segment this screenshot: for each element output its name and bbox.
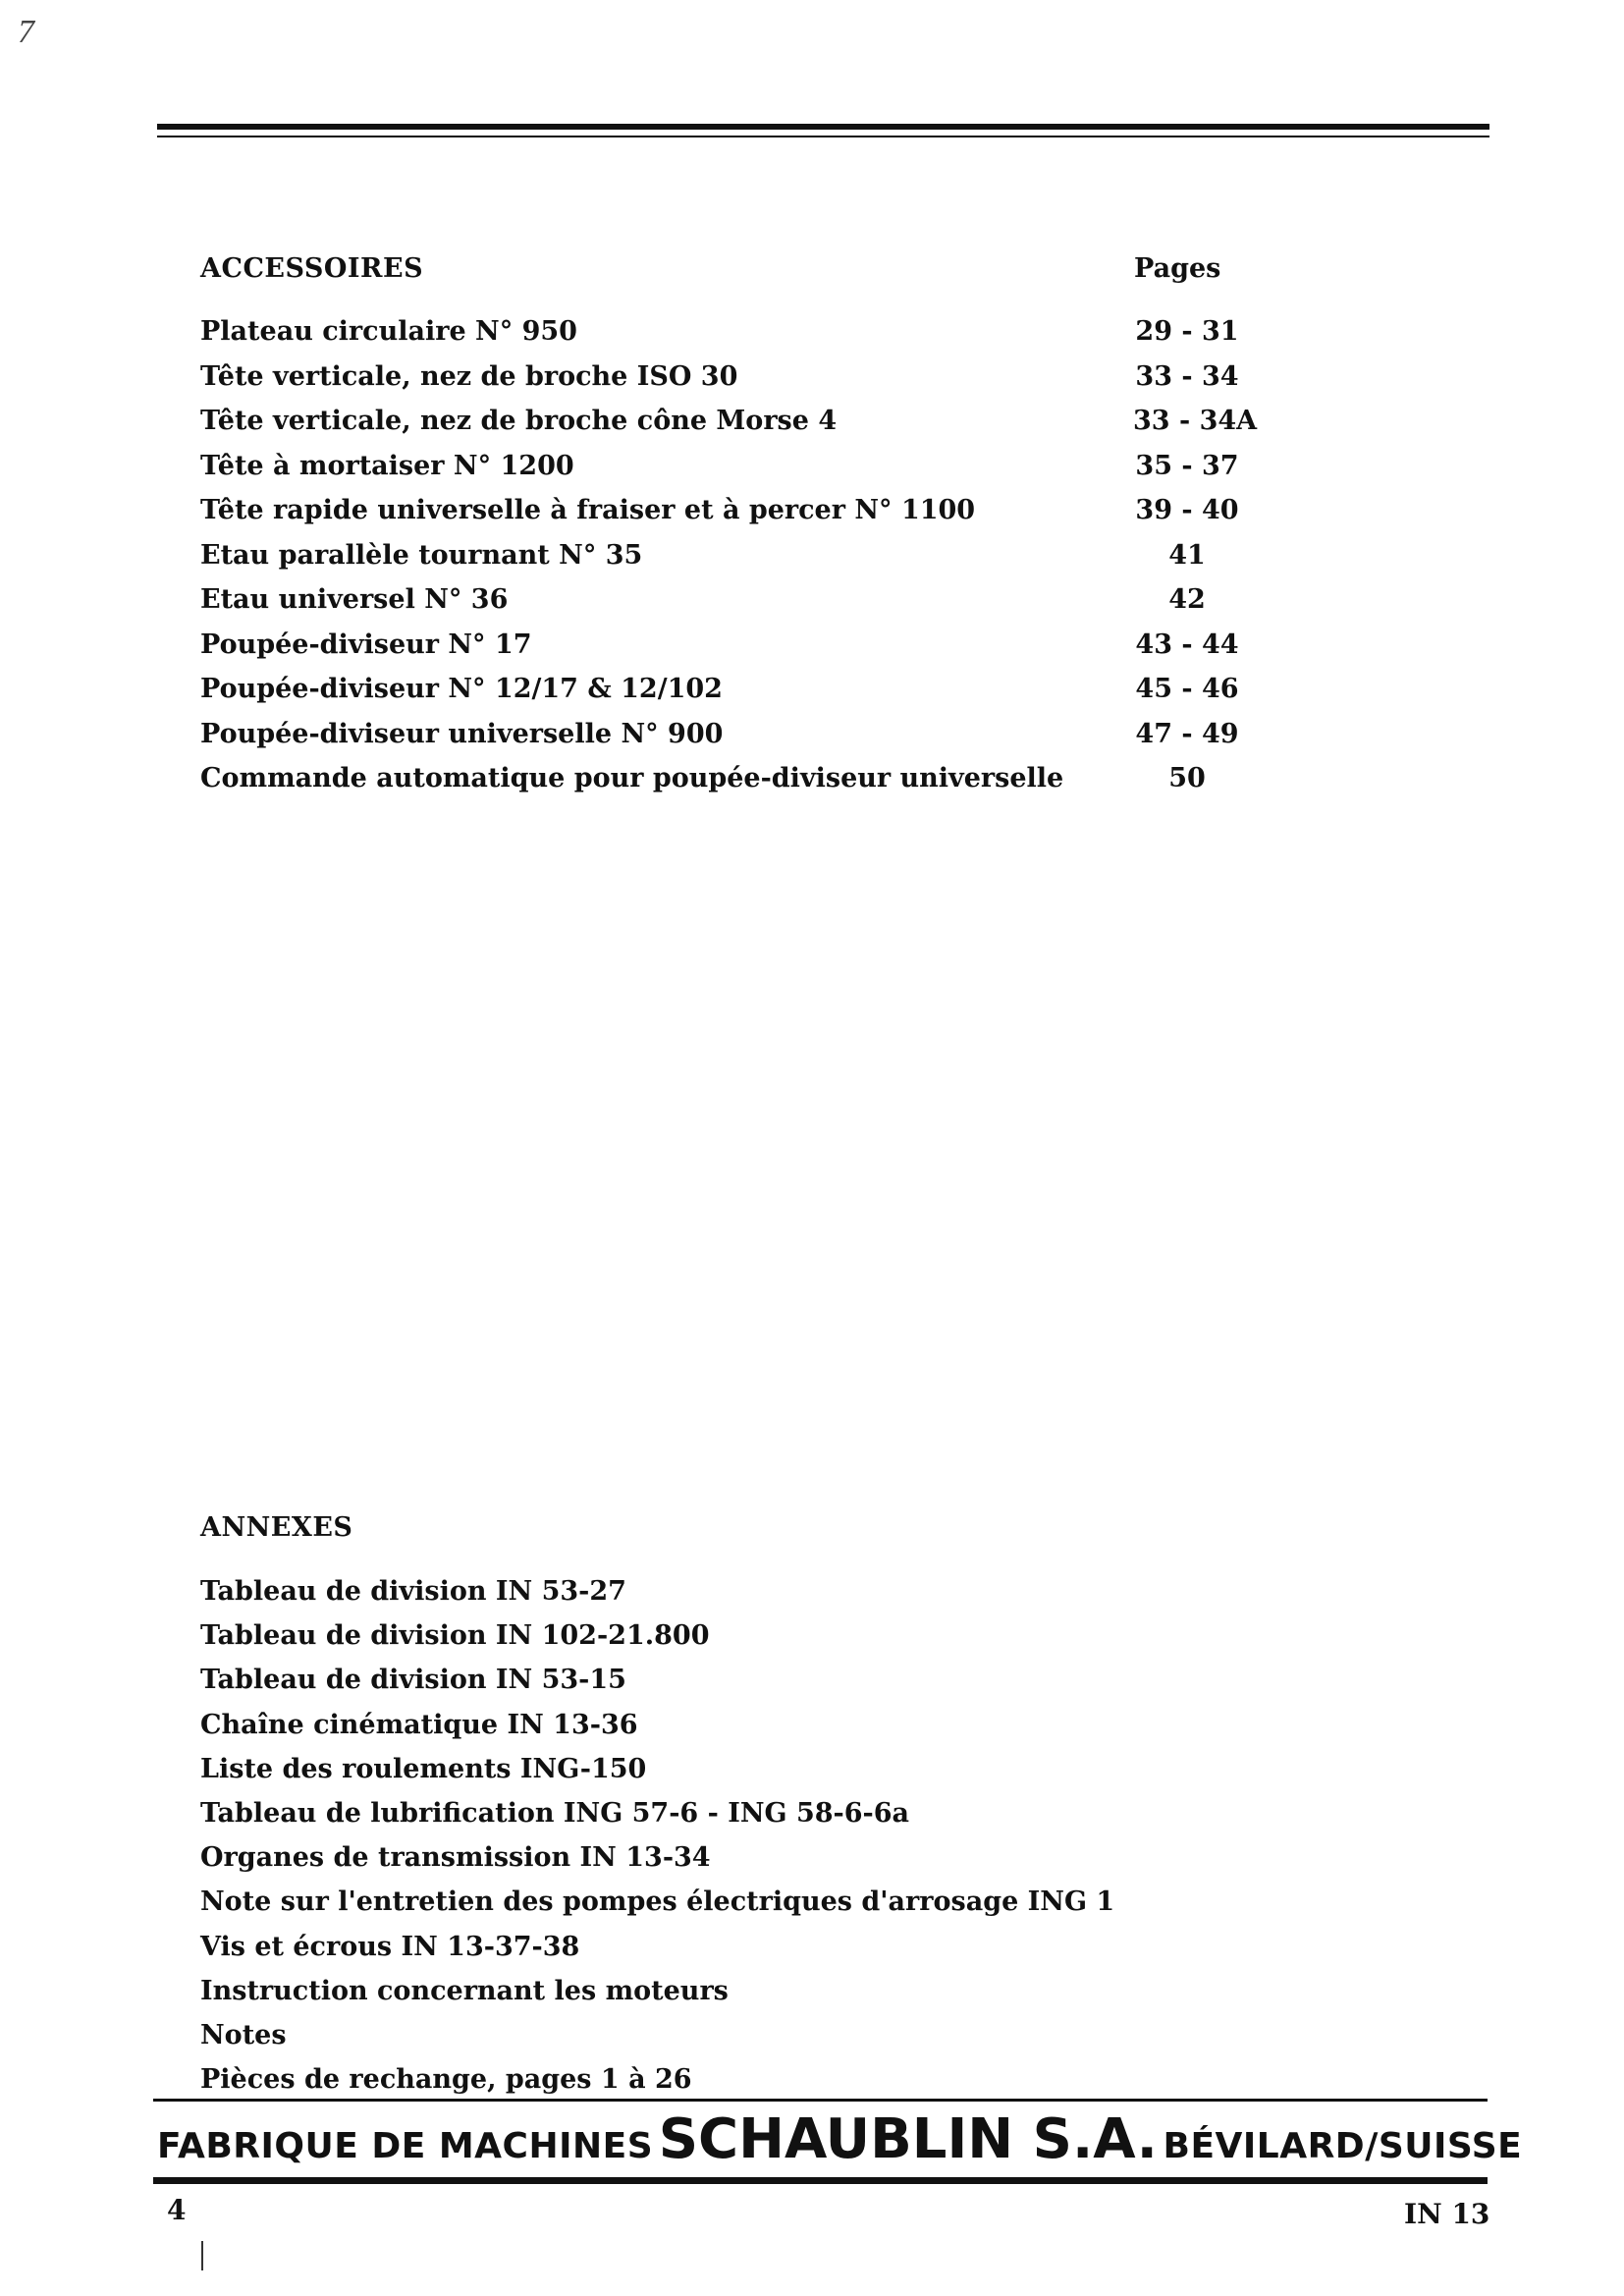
- list-item: Instruction concernant les moteurs: [200, 1975, 729, 2006]
- item-pages: 29 - 31: [1135, 316, 1239, 347]
- annexes-list: [200, 1569, 1114, 2102]
- item-pages: 50: [1168, 763, 1206, 793]
- item-label: Tête verticale, nez de broche cône Morse 4: [200, 406, 838, 436]
- item-pages: 33 - 34A: [1133, 406, 1258, 436]
- annexes-heading: ANNEXES: [200, 1512, 353, 1543]
- pages-heading: Pages: [1134, 253, 1221, 284]
- list-item: [200, 623, 1239, 668]
- item-pages: 42: [1168, 584, 1206, 615]
- company-location: BÉVILARD/SUISSE: [1163, 2126, 1523, 2166]
- accessories-list: [200, 309, 1258, 801]
- footer-rule-top: [153, 2099, 1488, 2102]
- list-item: Vis et écrous IN 13-37-38: [200, 1931, 580, 1962]
- item-pages: 35 - 37: [1135, 450, 1239, 481]
- document-code: IN 13: [1404, 2198, 1490, 2230]
- list-item: [200, 577, 1206, 623]
- company-name: SCHAUBLIN S.A.: [658, 2107, 1158, 2171]
- list-item: [200, 355, 1239, 400]
- list-item: Tableau de division IN 53-27: [200, 1576, 626, 1607]
- list-item: Liste des roulements ING-150: [200, 1753, 647, 1784]
- list-item: Note sur l'entretien des pompes électriques d'arrosage ING 1: [200, 1886, 1115, 1918]
- item-pages: 33 - 34: [1135, 360, 1239, 392]
- list-item: [200, 399, 1258, 444]
- list-item: [200, 667, 1239, 712]
- footer-rule-bottom: [153, 2177, 1488, 2184]
- margin-tick: [201, 2241, 203, 2270]
- top-rule: [157, 124, 1489, 130]
- item-label: Plateau circulaire N° 950: [200, 316, 577, 347]
- item-label: Commande automatique pour poupée-diviseur universelle: [200, 763, 1064, 793]
- list-item: Tableau de division IN 102-21.800: [200, 1620, 710, 1652]
- item-label: Tête verticale, nez de broche ISO 30: [200, 360, 738, 392]
- list-item: Notes: [200, 2019, 287, 2050]
- list-item: [200, 712, 1239, 757]
- item-label: Etau universel N° 36: [200, 584, 509, 615]
- item-label: Tête rapide universelle à fraiser et à percer N° 1100: [200, 495, 976, 525]
- list-item: Tableau de division IN 53-15: [200, 1665, 626, 1696]
- corner-mark: 7: [18, 14, 34, 50]
- item-pages: 43 - 44: [1135, 629, 1239, 660]
- page-number: 4: [167, 2194, 187, 2226]
- list-item: [200, 488, 1239, 533]
- list-item: Organes de transmission IN 13-34: [200, 1842, 711, 1874]
- list-item: Chaîne cinématique IN 13-36: [200, 1709, 638, 1740]
- item-pages: 47 - 49: [1135, 718, 1239, 749]
- company-prefix: FABRIQUE DE MACHINES: [157, 2126, 654, 2166]
- list-item: [200, 756, 1206, 801]
- item-pages: 41: [1168, 539, 1206, 571]
- item-label: Poupée-diviseur universelle N° 900: [200, 718, 724, 749]
- accessories-heading: ACCESSOIRES: [200, 253, 424, 284]
- item-label: Poupée-diviseur N° 17: [200, 629, 532, 660]
- list-item: Tableau de lubrification ING 57-6 - ING 58-6-6a: [200, 1797, 910, 1829]
- item-pages: 39 - 40: [1135, 495, 1239, 525]
- list-item: [200, 444, 1239, 489]
- list-item: [200, 533, 1206, 578]
- list-item: Pièces de rechange, pages 1 à 26: [200, 2064, 692, 2096]
- item-label: Tête à mortaiser N° 1200: [200, 450, 574, 481]
- item-pages: 45 - 46: [1135, 674, 1239, 704]
- top-rule-thin: [157, 136, 1489, 137]
- item-label: Etau parallèle tournant N° 35: [200, 539, 643, 571]
- company-banner: [157, 2107, 1523, 2171]
- list-item: [200, 309, 1239, 355]
- item-label: Poupée-diviseur N° 12/17 & 12/102: [200, 674, 723, 704]
